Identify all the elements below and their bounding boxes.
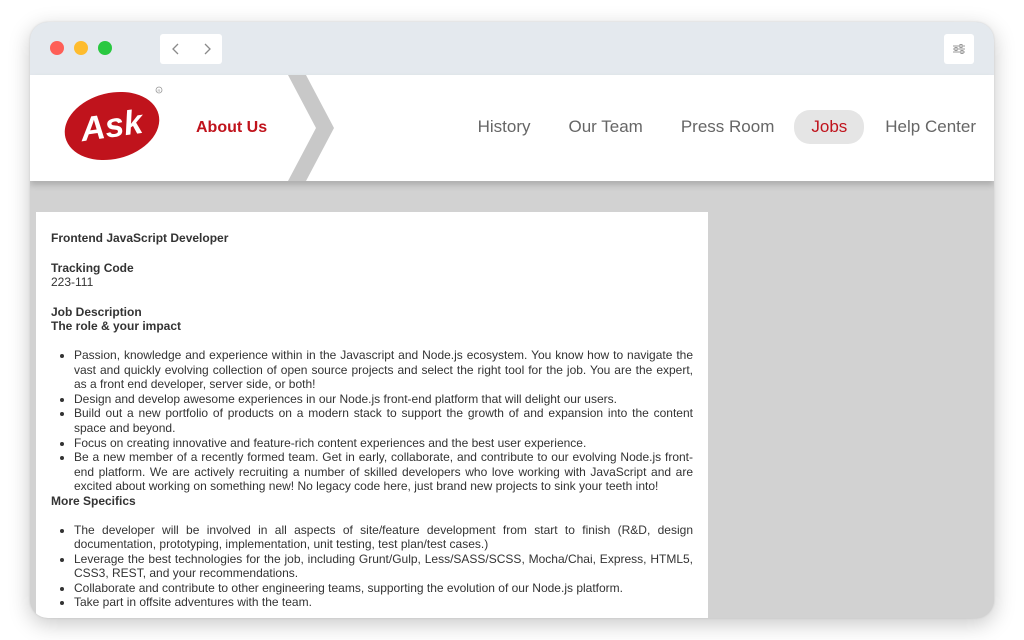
- settings-button[interactable]: [944, 34, 974, 64]
- nav-press-room[interactable]: Press Room: [680, 117, 775, 136]
- chevron-divider-icon: [284, 75, 336, 181]
- list-item: • Be a new member of a recently formed team. Get in early, collaborate, and contribute to our evolving Node.js front-end platform. We are actively recruiting a number of skilled developers who love working with JavaScript and are excited about working on something new! No legacy code here, just brand new projects to sink your teeth into!: [74, 450, 693, 494]
- list-item: • Take part in offsite adventures with the team.: [74, 595, 693, 610]
- list-item: • Passion, knowledge and experience within in the Javascript and Node.js ecosystem. You know how to navigate the vast and quickly evolving collection of open source projects and select the right tool for the job. You are the expert, as a front end developer, server side, or both!: [74, 348, 693, 392]
- list-item: • The developer will be involved in all aspects of site/feature development from start to finish (R&D, design documentation, prototyping, implementation, unit testing, test plan/test cases.): [74, 523, 693, 552]
- ask-logo[interactable]: [60, 84, 166, 164]
- forward-button[interactable]: [191, 34, 222, 64]
- section-title[interactable]: About Us: [196, 119, 268, 136]
- list-item: • Leverage the best technologies for the job, including Grunt/Gulp, Less/SASS/SCSS, Mocha/Chai, Express, HTML5, CSS3, REST, and your recommendations.: [74, 552, 693, 581]
- tracking-code-label: Tracking Code: [51, 260, 134, 275]
- chevron-right-icon: [202, 43, 212, 55]
- role-impact-label: The role & your impact: [51, 319, 182, 334]
- nav-our-team[interactable]: Our Team: [568, 117, 643, 136]
- specifics-list: [51, 523, 693, 611]
- list-item: • Build out a new portfolio of products on a modern stack to support the growth of and expansion into the content space and beyond.: [74, 406, 693, 435]
- svg-text:R: R: [157, 88, 161, 93]
- nav-jobs[interactable]: Jobs: [794, 110, 864, 144]
- history-nav-buttons: [160, 34, 222, 64]
- list-item: • Collaborate and contribute to other engineering teams, supporting the evolution of our Node.js platform.: [74, 581, 693, 596]
- browser-titlebar: [30, 22, 994, 75]
- tracking-code-value: 223-111: [51, 275, 94, 290]
- job-title: Frontend JavaScript Developer: [51, 231, 229, 245]
- nav-help-center[interactable]: Help Center: [885, 117, 976, 136]
- chevron-left-icon: [171, 43, 181, 55]
- logo-text: Ask: [78, 102, 146, 150]
- main-nav: [440, 110, 976, 144]
- minimize-window-button[interactable]: [74, 41, 88, 55]
- list-item: • Focus on creating innovative and feature-rich content experiences and the best user experience.: [74, 436, 693, 451]
- close-window-button[interactable]: [50, 41, 64, 55]
- sliders-icon: [952, 43, 966, 55]
- back-button[interactable]: [160, 34, 191, 64]
- more-specifics-label: More Specifics: [51, 493, 136, 508]
- nav-history[interactable]: History: [477, 117, 531, 136]
- site-header: [30, 75, 994, 181]
- list-item: • Design and develop awesome experiences in our Node.js front-end platform that will delight our users.: [74, 392, 693, 407]
- job-description-label: Job Description: [51, 304, 142, 319]
- role-list: [51, 348, 693, 494]
- browser-window: [30, 22, 994, 618]
- job-posting: [36, 212, 708, 618]
- maximize-window-button[interactable]: [98, 41, 112, 55]
